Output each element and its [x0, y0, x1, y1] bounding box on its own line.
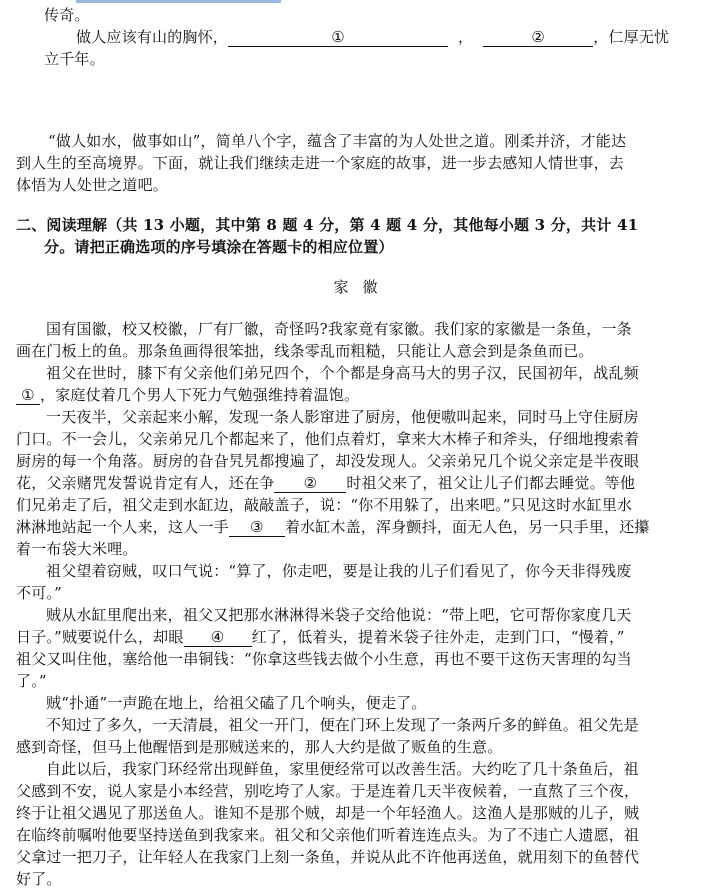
para-line-with-blank: 淋淋地站起一个人来，这人一手 ③ 着水缸木盖，浑身颤抖，面无人色，另一只手里，还攥	[16, 518, 650, 536]
answer-blank-1: ①	[228, 28, 448, 47]
blank-marker-4: ④	[184, 628, 252, 647]
para-line: 终于让祖父遇见了那送鱼人。谁知不是那个贼，却是一个年轻渔人。这渔人是那贼的儿子，贼	[16, 804, 640, 822]
para-line: 门口。不一会儿，父亲弟兄几个都起来了，他们点着灯，拿来大木棒子和斧头，仔细地搜索着	[16, 430, 640, 448]
para-line: 不可。”	[16, 584, 62, 602]
para-line: 画在门板上的鱼。那条鱼画得很笨拙，线条零乱而粗糙，只能让人意会到是条鱼而已。	[16, 342, 594, 360]
para-line: 国有国徽，校又校徽，厂有厂徽，奇怪吗?我家竟有家徽。我们家的家徽是一条鱼，一条	[46, 320, 632, 338]
para-line: 感到奇怪，但马上他醒悟到是那贼送来的，那人大约是做了贩鱼的生意。	[16, 738, 503, 756]
para-line: 们兄弟走了后，祖父走到水缸边，敲敲盖子，说：“你不用躲了，出来吧。”只见这时水缸里水	[16, 496, 633, 514]
para-line: 父感到不安，说人家是小本经营，别吃垮了人家。于是连着几天半夜候着，一直熬了三个夜，	[16, 782, 640, 800]
blank-marker-1: ①	[16, 386, 40, 405]
para-line: 着一布袋大米哩。	[16, 540, 138, 558]
text-line: 立千年。	[44, 50, 105, 68]
blank-marker-3: ③	[229, 518, 285, 537]
para-line: 贼从水缸里爬出来，祖父又把那水淋淋得米袋子交给他说：“带上吧，它可帮你家度几天	[46, 606, 632, 624]
para-line: 祖父在世时，膝下有父亲他们弟兄四个，个个都是身高马大的男子汉，民国初年，战乱频	[46, 364, 639, 382]
para-line: 在临终前嘱咐他要坚持送鱼到我家来。祖父和父亲他们听着连连点头。为了不违亡人遗愿，祖	[16, 826, 640, 844]
story-title: 家徽	[333, 278, 392, 296]
para-line: 厨房的每一个角落。厨房的旮旮旯旯都搜遍了，却没发现人。父亲弟兄几个说父亲定是半夜眼	[16, 452, 640, 470]
section-heading-cont: 分。请把正确选项的序号填涂在答题卡的相应位置）	[44, 238, 394, 256]
text-line: 传奇。	[44, 6, 90, 24]
para-line: 好了。	[16, 870, 62, 888]
para-line-with-blank: ① ，家庭仗着几个男人下死力气勉强维持着温饱。	[16, 384, 359, 406]
blank-marker-2: ②	[274, 474, 346, 493]
para-line: 一天夜半，父亲起来小解，发现一条人影窜进了厨房，他便嗷叫起来，同时马上守住厨房	[46, 408, 639, 426]
para-line: 了。”	[16, 672, 47, 690]
intro-line: “做人如水，做事如山”，简单八个字，蕴含了丰富的为人处世之道。刚柔并济，才能达	[48, 132, 627, 150]
para-line: 不知过了多久，一天清晨，祖父一开门，便在门环上发现了一条两斤多的鲜鱼。祖父先是	[46, 716, 639, 734]
para-line: 父拿过一把刀子，让年轻人在我家门上刻一条鱼，并说从此不许他再送鱼，就用刻下的鱼替代	[16, 848, 640, 866]
para-line: 祖父望着窃贼，叹口气说：“算了，你走吧，要是让我的儿子们看见了，你今天非得残废	[46, 562, 632, 580]
answer-blank-2: ②	[483, 28, 593, 47]
para-line: 自此以后，我家门环经常出现鲜鱼，家里便经常可以改善生活。大约吃了几十条鱼后，祖	[46, 760, 639, 778]
intro-line: 到人生的至高境界。下面，就让我们继续走进一个家庭的故事，进一步去感知人情世事，去	[16, 154, 625, 172]
section-heading: 二、阅读理解（共 13 小题，其中第 8 题 4 分，第 4 题 4 分，其他每小题 3 分，共计 41	[16, 216, 639, 234]
para-line: 贼“扑通”一声跪在地上，给祖父磕了几个响头，便走了。	[46, 694, 427, 712]
para-line-with-blank: 日子。”贼要说什么，却眼 ④ 红了，低着头，提着米袋子往外走，走到门口，“慢着，”	[16, 628, 625, 646]
para-line-with-blank: 花，父亲赌咒发誓说肯定有人，还在争 ② 时祖父来了，祖父让儿子们都去睡觉。等他	[16, 474, 636, 492]
text-line-with-blanks: 做人应该有山的胸怀， ① ， ② ，仁厚无忧	[76, 28, 670, 46]
selection-highlight-bar	[76, 0, 281, 3]
intro-line: 体悟为人处世之道吧。	[16, 176, 169, 194]
para-line: 祖父又叫住他，塞给他一串铜钱：“你拿这些钱去做个小生意，再也不要干这伤天害理的勾当	[16, 650, 632, 668]
